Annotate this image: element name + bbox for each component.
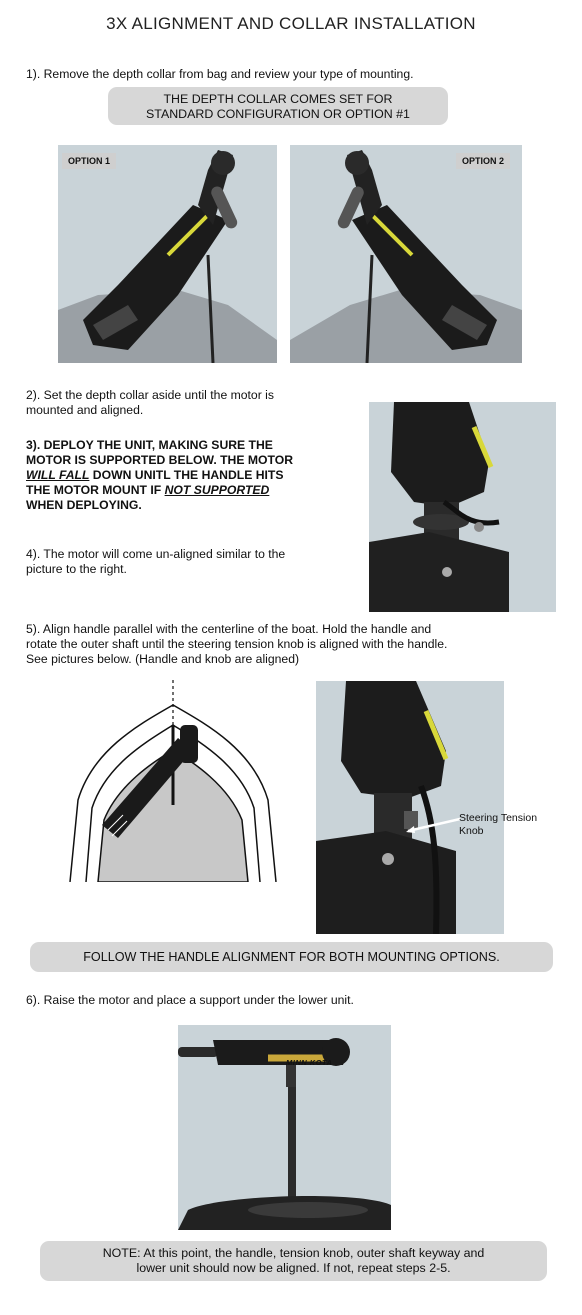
callout-arrow [404, 815, 464, 837]
callout-line-1: Steering Tension [459, 812, 538, 824]
step-3-line-1: 3). DEPLOY THE UNIT, MAKING SURE THE [26, 438, 273, 452]
step-3-line-5: WHEN DEPLOYING. [26, 498, 142, 512]
step-1-text: 1). Remove the depth collar from bag and review your type of mounting. [26, 67, 414, 81]
depth-collar-notice-line-2: STANDARD CONFIGURATION OR OPTION #1 [146, 107, 410, 121]
will-fall-emphasis: WILL FALL [26, 468, 90, 482]
raised-motor-photo [178, 1025, 391, 1230]
depth-collar-notice [108, 87, 448, 125]
option-1-label: OPTION 1 [62, 153, 116, 169]
step-3-line-4-pre: THE MOTOR MOUNT IF [26, 483, 165, 497]
step-5-line-3: See pictures below. (Handle and knob are aligned) [26, 652, 300, 666]
step-3-line-3 [26, 468, 293, 483]
step-3-text [26, 438, 293, 513]
step-3-line-2: MOTOR IS SUPPORTED BELOW. THE MOTOR [26, 453, 294, 467]
final-note-line-2: lower unit should now be aligned. If not, repeat steps 2-5. [136, 1261, 451, 1275]
handle-alignment-notice: FOLLOW THE HANDLE ALIGNMENT FOR BOTH MOUNTING OPTIONS. [30, 942, 553, 972]
step-3-line-4 [26, 483, 293, 498]
step-5-line-1: 5). Align handle parallel with the centerline of the boat. Hold the handle and [26, 622, 432, 636]
final-note-line-1: NOTE: At this point, the handle, tension knob, outer shaft keyway and [102, 1246, 485, 1260]
page-title: 3X ALIGNMENT AND COLLAR INSTALLATION [106, 14, 476, 33]
steering-tension-knob-label [459, 812, 537, 837]
aligned-knob-photo [316, 681, 504, 934]
boat-alignment-diagram [68, 680, 280, 882]
step-3-line-3-rest: DOWN UNITL THE HANDLE HITS [89, 468, 284, 482]
depth-collar-notice-line-1: THE DEPTH COLLAR COMES SET FOR [163, 92, 393, 106]
option-2-label: OPTION 2 [456, 153, 510, 169]
step-5-line-2: rotate the outer shaft until the steering tension knob is aligned with the handle. [26, 637, 448, 651]
step-2-line-1: 2). Set the depth collar aside until the motor is [26, 388, 274, 402]
step-2-text [26, 388, 274, 418]
option-2-photo [290, 145, 522, 363]
step-4-text [26, 547, 285, 577]
unaligned-motor-photo [369, 402, 556, 612]
step-6-text: 6). Raise the motor and place a support under the lower unit. [26, 993, 354, 1007]
brand-decal: MINN KOTA [286, 1058, 333, 1067]
final-note [40, 1241, 547, 1281]
step-5-text [26, 622, 447, 667]
not-supported-emphasis: NOT SUPPORTED [164, 483, 270, 497]
step-4-line-2: picture to the right. [26, 562, 127, 576]
option-1-photo [58, 145, 277, 363]
step-2-line-2: mounted and aligned. [26, 403, 144, 417]
step-4-line-1: 4). The motor will come un-aligned similar to the [26, 547, 286, 561]
callout-line-2: Knob [459, 824, 484, 837]
